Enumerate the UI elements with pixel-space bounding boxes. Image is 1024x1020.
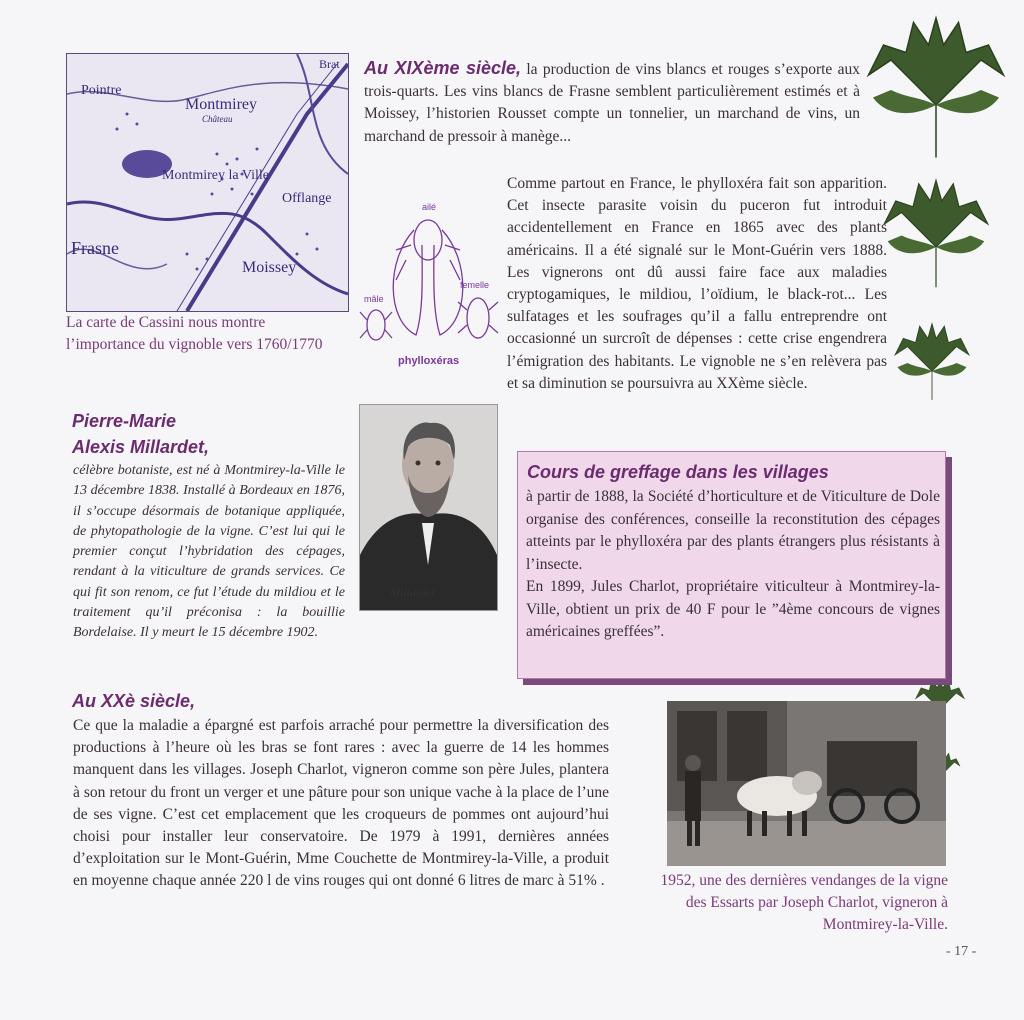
millardet-bio: célèbre botaniste, est né à Montmirey-la-Ville le 13 décembre 1838. Installé à Bordeaux en 1876, il s’occupe désormais de botanique appliquée, de phytopathologie de la vigne. C’est lui qui le premier conçut l’hybridation des cépages, rendant à la viticulture de grands services. Ce qui fit son renom, ce fut l’étude du mildiou et le traitement qu’il préconisa : la bouillie Bordelaise. Il y meurt le 15 décembre 1902.	[73, 463, 345, 641]
section-19-para1: la production de vins blancs et rouges s’exporte aux trois-quarts. Les vins blancs de Frasne semblent particulièrement estimés et à Moissey, l’historien Rousset compte un tonnelier, un marchand de vins, un marchand de pressoir à manège...	[364, 61, 861, 145]
page-number: - 17 -	[946, 944, 977, 959]
map-label-montmirey: Montmirey	[185, 96, 257, 113]
millardet-heading-line1: Pierre-Marie	[72, 411, 177, 431]
phylloxera-drawing	[356, 200, 502, 370]
map-label-chateau: Château	[202, 114, 233, 124]
greffage-para1: à partir de 1888, la Société d’horticulture et de Viticulture de Dole organise des conférences, conseille la reconstitution des cépages atteints par le phylloxéra par des plants étrangers plus résistants à l’insecte.	[526, 488, 940, 573]
phylloxera-caption: phylloxéras	[398, 355, 460, 367]
millardet-heading-line2: Alexis Millardet,	[72, 437, 210, 457]
portrait-drawing	[360, 405, 497, 610]
phylloxera-label-femelle: femelle	[460, 280, 490, 290]
section-20-heading: Au XXè siècle,	[72, 691, 196, 711]
map-label-frasne: Frasne	[71, 238, 119, 258]
section-19-para2: Comme partout en France, le phylloxéra fait son apparition. Cet insecte parasite voisin du puceron fut introduit accidentellement en France en 1865 avec des plants américains. Il a été signalé sur le Mont-Guérin vers 1888. Les vignerons ont dû aussi faire face aux maladies cryptogamiques, le mildiou, l’oïdium, le black-rot... Les sulfatages et les soufrages qu’il a fallu entreprendre ont occasionné un surcroît de dépenses : cette crise engendrera l’émigration des habitants. Le vignoble ne s’en relèvera pas et sa diminution se poursuivra au XXème siècle.	[507, 175, 887, 392]
greffage-heading: Cours de greffage dans les villages	[527, 462, 829, 482]
millardet-heading	[72, 408, 209, 460]
map-label-brat: Brat	[319, 57, 340, 71]
millardet-bio-top	[73, 461, 345, 644]
phylloxera-label-male: mâle	[364, 294, 384, 304]
millardet-signature: Millardet	[390, 585, 435, 599]
cassini-map	[66, 53, 349, 312]
vine-leaf-icon	[889, 322, 975, 404]
greffage-para2: En 1899, Jules Charlot, propriétaire viticulteur à Montmirey-la-Ville, obtient un prix de 40 F pour le ”4ème concours de vignes américaines greffées”.	[526, 578, 940, 640]
phylloxera-label-aile: ailé	[422, 202, 437, 212]
map-drawing	[67, 54, 348, 311]
map-label-moissey: Moissey	[242, 259, 297, 276]
phylloxera-illustration	[356, 200, 502, 370]
section-19-intro	[364, 57, 860, 148]
vine-leaf-icon	[858, 15, 1014, 165]
map-label-offlange: Offlange	[282, 191, 332, 206]
section-19-heading: Au XIXème siècle,	[364, 58, 522, 78]
harvest-photo-drawing	[667, 701, 946, 866]
vine-leaf-icon	[875, 178, 997, 293]
photo-caption: 1952, une des dernières vendanges de la vigne des Essarts par Joseph Charlot, vigneron à Montmirey-la-Ville.	[660, 872, 948, 933]
harvest-photo	[667, 701, 946, 866]
millardet-portrait	[359, 404, 498, 611]
map-caption: La carte de Cassini nous montre l’importance du vignoble vers 1760/1770	[66, 314, 323, 353]
section-20-body: Ce que la maladie a épargné est parfois arraché pour permettre la diversification des productions à l’heure où les bras se font rares : avec la guerre de 14 les hommes manquent dans les villages. Joseph Charlot, vigneron comme son père Jules, plantera à son retour du front un verger et une pâture pour son unique vache à la place de l’une de ses vigne. C’est cet emplacement que les croqueurs de pommes ont aujourd’hui choisi pour installer leur conservatoire. De 1979 à 1991, dernières années d’exploitation sur le Mont-Guérin, Mme Couchette de Montmirey-la-Ville, a produit en moyenne chaque année 220 l de vins rouges qui ont donné 6 litres de marc à 51% .	[73, 717, 609, 890]
map-label-pointre: Pointre	[81, 83, 122, 98]
map-label-montmirey-ville: Montmirey la Ville	[162, 168, 269, 183]
greffage-body	[526, 486, 940, 644]
greffage-box	[517, 451, 946, 679]
